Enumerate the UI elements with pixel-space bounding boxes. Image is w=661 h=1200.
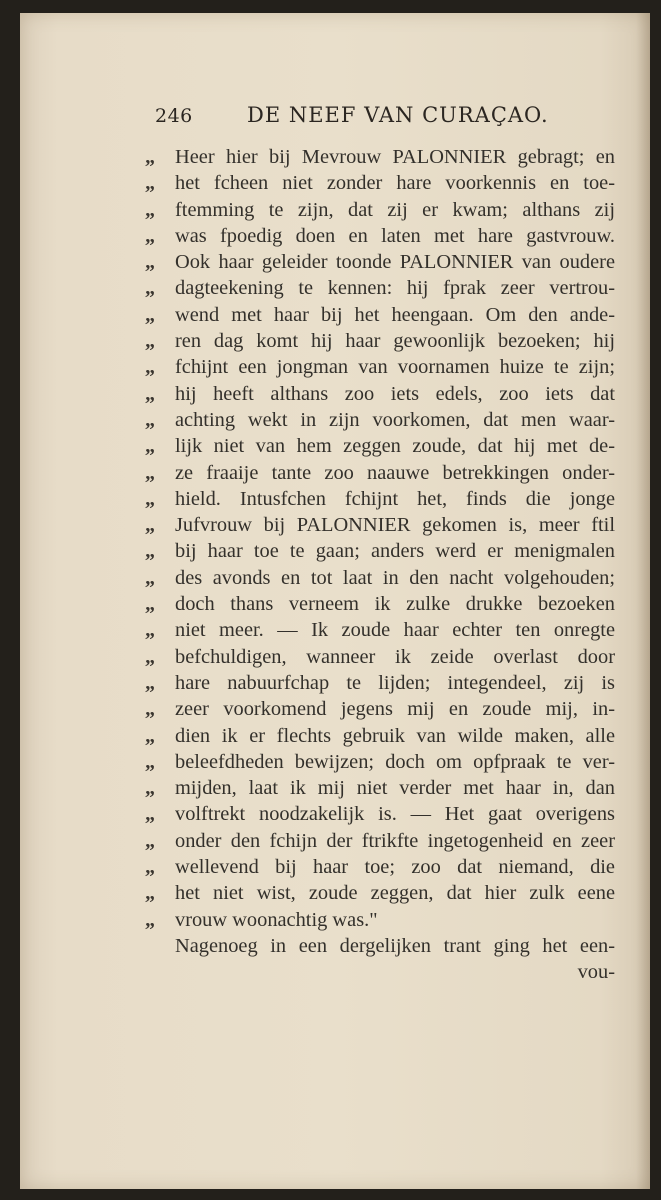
line-text: lijk niet van hem zeggen zoude, dat hij met de-	[175, 435, 615, 458]
quotation-mark: „	[145, 750, 155, 773]
text-line	[145, 644, 615, 670]
line-text: zeer voorkomend jegens mij en zoude mij, in-	[175, 698, 615, 721]
page-number: 246	[155, 105, 193, 127]
quotation-mark: „	[145, 777, 155, 800]
text-line	[145, 670, 615, 696]
line-text: beleefdheden bewijzen; doch om opfpraak te ver-	[175, 750, 615, 773]
line-text: Heer hier bij Mevrouw PALONNIER gebragt; en	[175, 146, 615, 168]
line-text: het fcheen niet zonder hare voorkennis en toe-	[175, 172, 615, 195]
line-text: hare nabuurfchap te lijden; integendeel, zij is	[175, 671, 615, 694]
quotation-mark: „	[145, 724, 155, 747]
text-line	[145, 565, 615, 591]
quotation-mark: „	[145, 671, 155, 694]
text-line	[145, 775, 615, 801]
line-text: niet meer. — Ik zoude haar echter ten onregte	[175, 619, 615, 642]
quotation-mark: „	[145, 619, 155, 642]
line-text: ftemming te zijn, dat zij er kwam; althans zij	[175, 198, 615, 221]
line-text: Ook haar geleider toonde PALONNIER van oudere	[175, 251, 615, 274]
quotation-mark: „	[145, 882, 155, 905]
quotation-mark: „	[145, 251, 155, 274]
text-line	[145, 302, 615, 328]
line-text: vrouw woonachtig was."	[175, 908, 378, 931]
line-text: doch thans verneem ik zulke drukke bezoeken	[175, 593, 615, 616]
line-text: mijden, laat ik mij niet verder met haar in, dan	[175, 777, 615, 800]
text-line	[145, 538, 615, 564]
line-text: befchuldigen, wanneer ik zeide overlast door	[175, 645, 615, 668]
text-line	[145, 170, 615, 196]
text-line	[145, 512, 615, 538]
quotation-mark: „	[145, 382, 155, 405]
quotation-mark: „	[145, 146, 155, 168]
quotation-mark: „	[145, 408, 155, 431]
text-line	[145, 197, 615, 223]
quotation-mark: „	[145, 514, 155, 537]
quotation-mark: „	[145, 829, 155, 852]
line-text: ren dag komt hij haar gewoonlijk bezoeken; hij	[175, 330, 615, 353]
text-line	[145, 144, 615, 170]
quotation-mark: „	[145, 803, 155, 826]
catchword: vou-	[577, 961, 615, 984]
line-text: dagteekening te kennen: hij fprak zeer vertrou-	[175, 277, 615, 300]
quotation-mark: „	[145, 277, 155, 300]
text-line	[145, 460, 615, 486]
quotation-mark: „	[145, 435, 155, 458]
text-line	[145, 591, 615, 617]
line-text: wend met haar bij het heengaan. Om den ande-	[175, 303, 615, 326]
quotation-mark: „	[145, 645, 155, 668]
text-line	[145, 828, 615, 854]
text-line	[145, 723, 615, 749]
quotation-mark: „	[145, 172, 155, 195]
quotation-mark: „	[145, 330, 155, 353]
line-text: achting wekt in zijn voorkomen, dat men waar-	[175, 408, 615, 431]
line-text: wellevend bij haar toe; zoo dat niemand, die	[175, 856, 615, 879]
line-text: onder den fchijn der ftrikfte ingetogenheid en zeer	[175, 829, 615, 852]
text-line	[145, 275, 615, 301]
running-title: DE NEEF VAN CURAÇAO.	[247, 103, 549, 127]
quotation-mark: „	[145, 198, 155, 221]
quotation-mark: „	[145, 856, 155, 879]
quotation-mark: „	[145, 566, 155, 589]
text-line	[145, 907, 615, 933]
quotation-mark: „	[145, 540, 155, 563]
text-line	[145, 880, 615, 906]
line-text: bij haar toe te gaan; anders werd er menigmalen	[175, 540, 615, 563]
line-text: volftrekt noodzakelijk is. — Het gaat overigens	[175, 803, 615, 826]
text-line	[145, 617, 615, 643]
quotation-mark: „	[145, 224, 155, 247]
text-line	[145, 328, 615, 354]
quotation-mark: „	[145, 461, 155, 484]
line-text: Jufvrouw bij PALONNIER gekomen is, meer ftil	[175, 514, 615, 537]
line-text: Nagenoeg in een dergelijken trant ging het een-	[175, 934, 615, 957]
page-header	[155, 103, 615, 135]
text-line	[145, 433, 615, 459]
text-line	[145, 749, 615, 775]
body-text	[145, 144, 615, 986]
line-text: dien ik er flechts gebruik van wilde maken, alle	[175, 724, 615, 747]
text-line	[145, 223, 615, 249]
line-text: des avonds en tot laat in den nacht volgehouden;	[175, 566, 615, 589]
catchword-line	[145, 959, 615, 985]
text-line	[145, 486, 615, 512]
line-text: fchijnt een jongman van voornamen huize te zijn;	[175, 356, 615, 379]
quotation-mark: „	[145, 698, 155, 721]
line-text: het niet wist, zoude zeggen, dat hier zulk eene	[175, 882, 615, 905]
line-text: was fpoedig doen en laten met hare gastvrouw.	[175, 224, 615, 247]
text-line	[145, 801, 615, 827]
quotation-mark: „	[145, 303, 155, 326]
text-line	[145, 933, 615, 959]
text-line	[145, 407, 615, 433]
text-line	[145, 381, 615, 407]
line-text: ze fraaije tante zoo naauwe betrekkingen onder-	[175, 461, 615, 484]
line-text: hield. Intusfchen fchijnt het, finds die jonge	[175, 487, 615, 510]
text-line	[145, 249, 615, 275]
line-text: hij heeft althans zoo iets edels, zoo iets dat	[175, 382, 615, 405]
text-line	[145, 696, 615, 722]
quotation-mark: „	[145, 356, 155, 379]
text-line	[145, 354, 615, 380]
quotation-mark: „	[145, 487, 155, 510]
quotation-mark: „	[145, 908, 155, 931]
text-line	[145, 854, 615, 880]
quotation-mark: „	[145, 593, 155, 616]
